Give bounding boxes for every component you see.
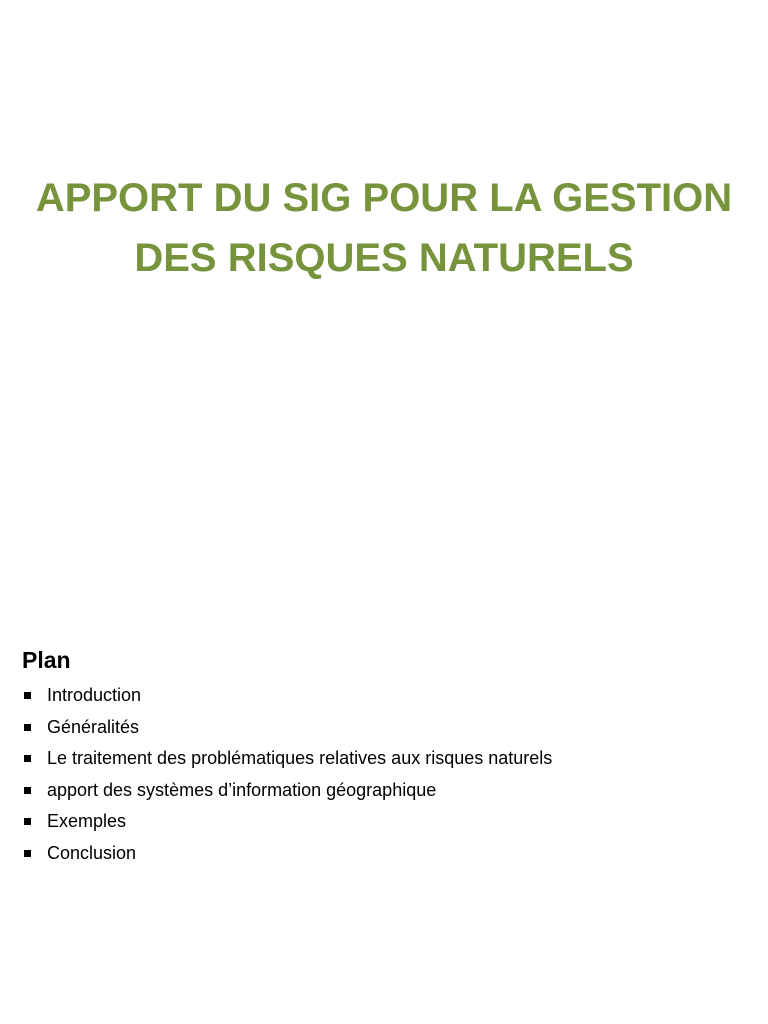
- plan-item-label: Exemples: [47, 811, 127, 832]
- square-bullet-icon: [24, 787, 31, 794]
- square-bullet-icon: [24, 850, 31, 857]
- plan-item-label: apport des systèmes d’information géographique: [47, 779, 437, 800]
- plan-heading: Plan: [22, 647, 71, 673]
- plan-item-label: Conclusion: [47, 842, 137, 863]
- square-bullet-icon: [24, 818, 31, 825]
- square-bullet-icon: [24, 724, 31, 731]
- slide-title-line-2: DES RISQUES NATURELS: [134, 236, 634, 280]
- slide-title: [20, 168, 748, 288]
- slide-title-line-1: APPORT DU SIG POUR LA GESTION: [35, 176, 733, 220]
- plan-item-label: Introduction: [47, 685, 142, 705]
- square-bullet-icon: [24, 755, 31, 762]
- plan-item-label: Le traitement des problématiques relatives aux risques naturels: [47, 748, 553, 769]
- plan-item-label: Généralités: [47, 716, 140, 737]
- square-bullet-icon: [24, 692, 31, 699]
